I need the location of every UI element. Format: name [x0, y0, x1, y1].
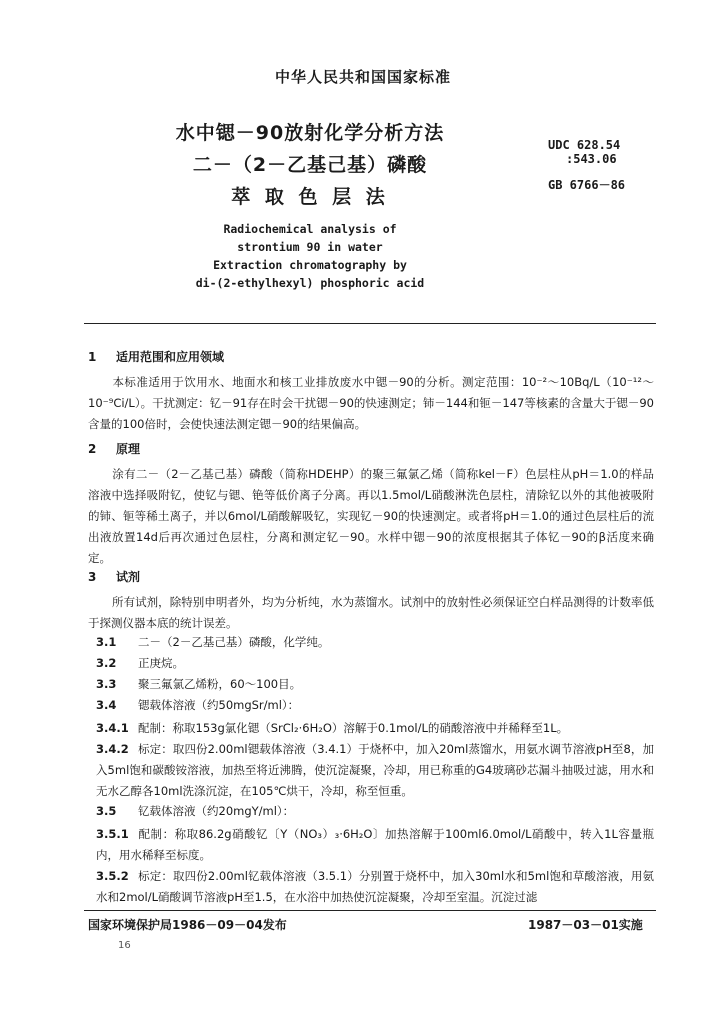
- item-text: 标定：取四份2.00ml钇载体溶液（3.5.1）分别置于烧杯中，加入30ml水和5ml饱和草酸溶液，用氨水和2mol/L硝酸调节溶液pH至1.5，在水浴中加热使沉淀凝聚，冷却至室温。沉淀过滤: [96, 869, 654, 904]
- item-number: 3.4: [96, 698, 117, 712]
- item-text: 钇载体溶液（约20mgY/ml）：: [138, 804, 295, 818]
- effective-date: 1987－03－01实施: [528, 918, 643, 932]
- list-item: [96, 803, 294, 819]
- item-number: 3.1: [96, 635, 117, 649]
- gb-code: GB 6766－86: [548, 178, 626, 192]
- section-3-text: 所有试剂，除特别申明者外，均为分析纯，水为蒸馏水。试剂中的放射性必须保证空白样品测得的计数率低于探测仪器本底的统计误差。: [88, 595, 654, 630]
- list-item: [96, 739, 654, 802]
- item-number: 3.5.1: [96, 827, 129, 841]
- item-text: 聚三氟氯乙烯粉，60～100目。: [138, 677, 302, 691]
- english-title-line-2: strontium 90 in water: [237, 240, 383, 254]
- item-text: 二－（2－乙基己基）磷酸，化学纯。: [138, 635, 330, 649]
- section-number: 1: [88, 350, 97, 364]
- section-title: 试剂: [116, 570, 141, 584]
- title-line-3: 萃 取 色 层 法: [231, 186, 389, 208]
- item-number: 3.4.2: [96, 742, 129, 756]
- section-number: 2: [88, 442, 97, 456]
- english-title-line-3: Extraction chromatography by: [213, 258, 407, 272]
- title-line-1: 水中锶－90放射化学分析方法: [175, 122, 445, 144]
- section-2-body: [88, 464, 654, 569]
- section-number: 3: [88, 570, 97, 584]
- footer-divider: [84, 910, 656, 911]
- udc-code: UDC 628.54: [548, 138, 621, 152]
- list-item: [96, 824, 654, 866]
- section-2-text: 涂有二－（2－乙基己基）磷酸（简称HDEHP）的聚三氟氯乙烯（简称kel－F）色层柱从pH＝1.0的样品溶液中选择吸附钇，使钇与锶、铯等低价离子分离。再以1.5mol/L硝酸淋洗色层柱，清除钇以外的其他被吸附的铈、钷等稀土离子，并以6mol/L硝酸解吸钇，实现钇－90的快速测定。或者将pH＝1.0的通过色层柱后的流出液放置14d后再次通过色层柱，分离和测定钇－90。水样中锶－90的浓度根据其子体钇－90的β活度来确定。: [88, 467, 654, 565]
- item-text: 配制：称取86.2g硝酸钇〔Y（NO₃）₃·6H₂O〕加热溶解于100ml6.0mol/L硝酸中，转入1L容量瓶内，用水稀释至标度。: [96, 827, 654, 862]
- page-number: 16: [118, 940, 131, 951]
- standard-header: 中华人民共和国国家标准: [274, 68, 451, 86]
- item-text: 标定：取四份2.00ml锶载体溶液（3.4.1）于烧杯中，加入20ml蒸馏水，用氨水调节溶液pH至8，加入5ml饱和碳酸铵溶液，加热至将近沸腾，使沉淀凝聚，冷却，用已称重的G4玻璃砂芯漏斗抽吸过滤，用水和无水乙醇各10ml洗涤沉淀，在105℃烘干，冷却，称至恒重。: [96, 742, 654, 798]
- item-text: 锶载体溶液（约50mgSr/ml）：: [138, 698, 300, 712]
- list-item: [96, 655, 184, 671]
- item-text: 配制：称取153g氯化锶（SrCl₂·6H₂O）溶解于0.1mol/L的硝酸溶液中并稀释至1L。: [138, 721, 569, 735]
- english-title-line-4: di-(2-ethylhexyl) phosphoric acid: [195, 276, 425, 290]
- section-title: 适用范围和应用领域: [116, 350, 225, 364]
- item-number: 3.5: [96, 804, 117, 818]
- item-number: 3.4.1: [96, 721, 129, 735]
- udc-code-2: :543.06: [566, 152, 617, 166]
- item-text: 正庚烷。: [138, 656, 184, 670]
- issue-date: 国家环境保护局1986－09－04发布: [88, 918, 287, 932]
- header-divider: [84, 323, 656, 324]
- list-item: [96, 718, 654, 739]
- section-1-text: 本标准适用于饮用水、地面水和核工业排放废水中锶－90的分析。测定范围：10⁻²～10Bq/L（10⁻¹²～10⁻⁹Ci/L）。干扰测定：钇－91存在时会干扰锶－90的快速测定；铈－144和钷－147等核素的含量大于锶－90含量的100倍时，会使快速法测定锶－90的结果偏高。: [88, 375, 654, 431]
- section-title: 原理: [116, 442, 141, 456]
- item-number: 3.2: [96, 656, 117, 670]
- list-item: [96, 697, 299, 713]
- section-1-heading: [88, 348, 224, 365]
- title-line-2: 二－（2－乙基己基）磷酸: [192, 154, 428, 176]
- item-number: 3.3: [96, 677, 117, 691]
- section-1-body: [88, 372, 654, 435]
- list-item: [96, 634, 329, 650]
- section-2-heading: [88, 440, 140, 457]
- item-number: 3.5.2: [96, 869, 129, 883]
- list-item: [96, 676, 301, 692]
- list-item: [96, 866, 654, 908]
- section-3-intro: [88, 592, 654, 634]
- section-3-heading: [88, 568, 140, 585]
- english-title-line-1: Radiochemical analysis of: [223, 222, 397, 236]
